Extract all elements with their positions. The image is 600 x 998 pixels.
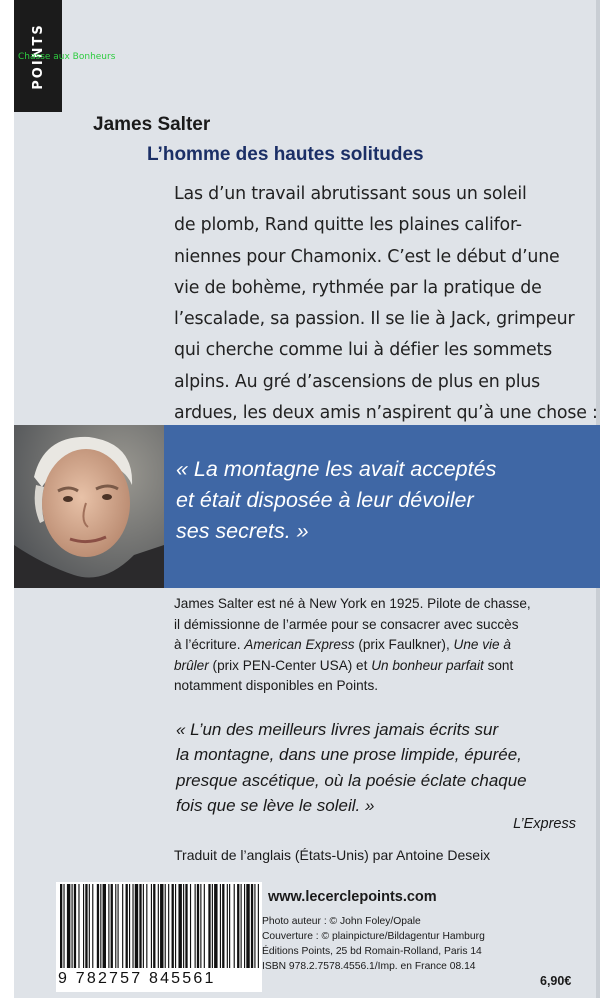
- barcode-bar: [158, 884, 159, 968]
- barcode-bar: [92, 884, 93, 968]
- press-quote: [176, 717, 527, 818]
- synopsis-line: vie de bohème, rythmée par la pratique de: [174, 277, 542, 298]
- bio-book-title: American Express: [244, 637, 355, 652]
- press-source: L’Express: [513, 816, 576, 832]
- barcode-bar: [220, 884, 221, 968]
- author-name: James Salter: [93, 114, 211, 135]
- barcode-bar: [175, 884, 176, 968]
- watermark: Chasse aux Bonheurs: [18, 52, 116, 62]
- barcode-bar: [97, 884, 99, 968]
- barcode-bar: [195, 884, 196, 968]
- bio-line: [174, 656, 531, 677]
- website-link[interactable]: www.lecerclepoints.com: [268, 889, 437, 905]
- barcode-bar: [129, 884, 130, 968]
- barcode-bar: [78, 884, 79, 968]
- barcode-bar: [67, 884, 70, 968]
- credits: [262, 914, 485, 974]
- credit-line: Photo auteur : © John Foley/Opale: [262, 916, 421, 927]
- barcode-bar: [89, 884, 90, 968]
- barcode-bar: [74, 884, 76, 968]
- barcode-bar: [227, 884, 228, 968]
- barcode-bar: [151, 884, 152, 968]
- barcode-bar: [85, 884, 87, 968]
- barcode-number: 9 782757 845561: [58, 970, 216, 987]
- barcode-bar: [143, 884, 144, 968]
- synopsis-line: alpins. Au gré d’ascensions de plus en plus: [174, 371, 541, 392]
- synopsis: [174, 179, 600, 461]
- barcode-bar: [244, 884, 245, 968]
- featured-quote-line: « La montagne les avait acceptés: [176, 457, 497, 481]
- barcode-bar: [254, 884, 255, 968]
- barcode-bar: [234, 884, 235, 968]
- barcode-bar: [172, 884, 174, 968]
- barcode-bar: [139, 884, 141, 968]
- bio-text: (prix Faulkner),: [354, 637, 454, 652]
- barcode-bar: [108, 884, 109, 968]
- barcode-bar: [241, 884, 242, 968]
- press-quote-line: « L’un des meilleurs livres jamais écrits sur: [176, 720, 499, 739]
- barcode-bar: [185, 884, 187, 968]
- barcode-bar: [103, 884, 106, 968]
- barcode-bar: [178, 884, 181, 968]
- barcode-bar: [229, 884, 230, 968]
- barcode-bar: [200, 884, 201, 968]
- barcode-bar: [60, 884, 62, 968]
- credit-line: ISBN 978.2.7578.4556.1/Imp. en France 08.14: [262, 961, 476, 972]
- barcode-bar: [146, 884, 147, 968]
- bio-text: (prix PEN-Center USA) et: [208, 657, 372, 673]
- barcode-bar: [100, 884, 101, 968]
- barcode-bar: [135, 884, 138, 968]
- barcode-bar: [237, 884, 239, 968]
- bio-line: [174, 635, 531, 656]
- barcode-bar: [183, 884, 184, 968]
- featured-quote: [176, 454, 496, 547]
- author-portrait-illustration: [14, 425, 164, 588]
- bio-text: à l’écriture.: [174, 637, 245, 652]
- barcode-bar: [165, 884, 166, 968]
- price: 6,90€: [540, 974, 572, 988]
- credit-line: Couverture : © plainpicture/Bildagentur Hamburg: [262, 931, 485, 942]
- barcode-bar: [251, 884, 253, 968]
- barcode-bar: [212, 884, 213, 968]
- bio-line: James Salter est né à New York en 1925. Pilote de chasse,: [174, 596, 531, 611]
- bio-book-title: brûler: [174, 657, 209, 673]
- translator-credit: Traduit de l’anglais (États-Unis) par Antoine Deseix: [174, 847, 491, 863]
- synopsis-line: qui cherche comme lui à défier les sommets: [174, 340, 552, 361]
- barcode-bar: [208, 884, 210, 968]
- barcode-bar: [168, 884, 169, 968]
- barcode-bar: [72, 884, 73, 968]
- barcode-bar: [190, 884, 191, 968]
- press-quote-line: la montagne, dans une prose limpide, épurée,: [176, 745, 522, 765]
- synopsis-line: ardues, les deux amis n’aspirent qu’à une chose :: [174, 403, 598, 424]
- barcode-bar: [111, 884, 113, 968]
- barcode-bar: [63, 884, 64, 968]
- barcode-bars: [56, 882, 262, 970]
- press-quote-line: presque ascétique, où la poésie éclate chaque: [176, 770, 527, 790]
- credit-line: Éditions Points, 25 bd Romain-Rolland, Paris 14: [262, 946, 482, 957]
- bio-line: il démissionne de l’armée pour se consacrer avec succès: [174, 616, 519, 632]
- press-quote-line: fois que se lève le soleil. »: [176, 795, 375, 815]
- barcode-bar: [126, 884, 128, 968]
- barcode-bar: [132, 884, 133, 968]
- barcode-bar: [153, 884, 155, 968]
- publisher-logo-text: POINTS: [30, 22, 46, 90]
- barcode-bar: [246, 884, 249, 968]
- synopsis-line: l’escalade, sa passion. Il se lie à Jack, grimpeur: [174, 309, 575, 330]
- book-title: L’homme des hautes solitudes: [147, 144, 424, 165]
- featured-quote-line: ses secrets. »: [176, 519, 309, 543]
- synopsis-line: Las d’un travail abrutissant sous un soleil: [174, 184, 527, 204]
- bio-book-title: Un bonheur parfait: [371, 657, 484, 673]
- featured-quote-line: et était disposée à leur dévoiler: [176, 488, 474, 512]
- barcode-bar: [118, 884, 119, 968]
- barcode-bar: [214, 884, 217, 968]
- author-bio: [174, 594, 531, 697]
- barcode-bar: [222, 884, 224, 968]
- bio-line: notamment disponibles en Points.: [174, 678, 379, 693]
- synopsis-line: niennes pour Chamonix. C’est le début d’une: [174, 246, 560, 267]
- barcode-bar: [83, 884, 84, 968]
- author-photo: [14, 425, 164, 588]
- barcode-bar: [258, 884, 259, 968]
- bio-text: sont: [483, 657, 514, 673]
- bio-book-title: Une vie à: [453, 637, 511, 652]
- barcode-bar: [197, 884, 199, 968]
- barcode-bar: [204, 884, 205, 968]
- barcode-bar: [160, 884, 163, 968]
- barcode-bar: [115, 884, 116, 968]
- barcode-bar: [122, 884, 123, 968]
- synopsis-line: de plomb, Rand quitte les plaines califor-: [174, 215, 522, 236]
